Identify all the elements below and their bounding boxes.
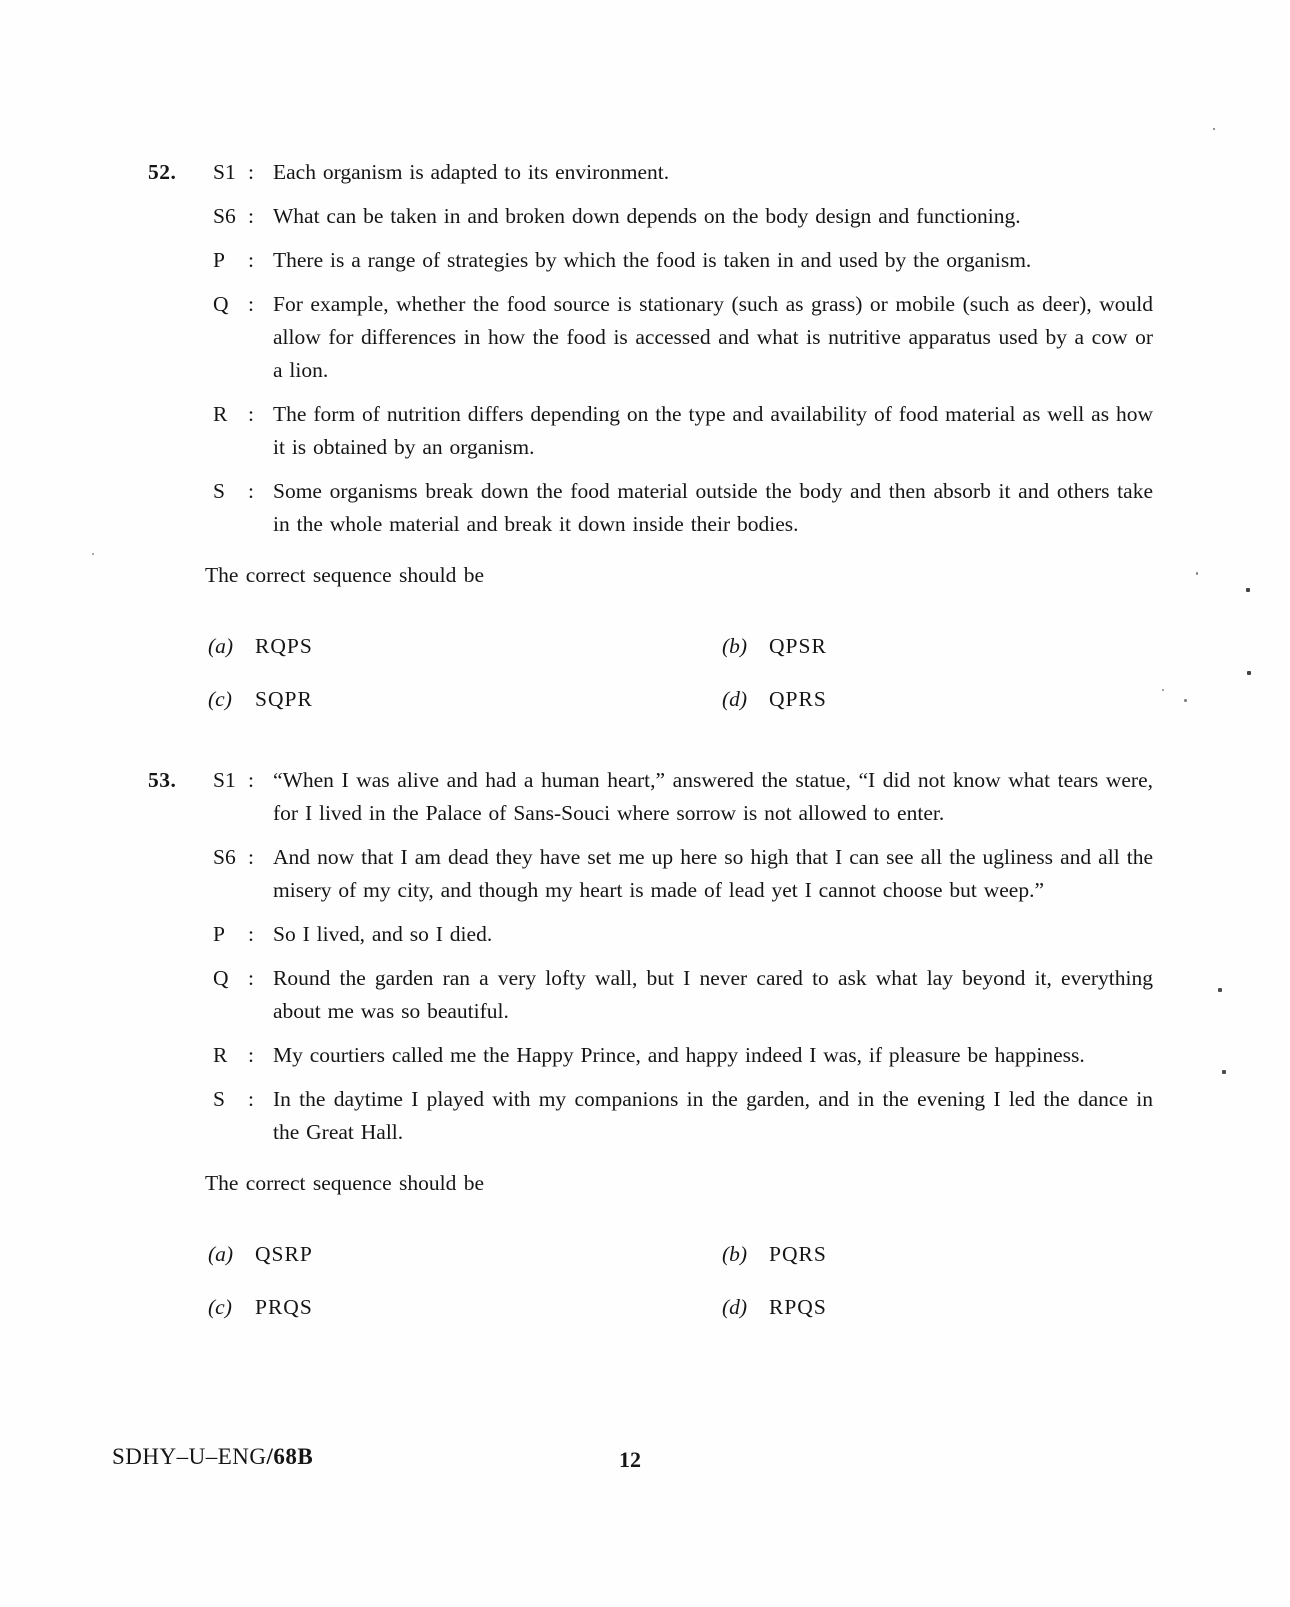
scan-speck (1218, 988, 1222, 992)
sequence-prompt: The correct sequence should be (205, 1171, 485, 1195)
statement-text: What can be taken in and broken down depends on the body design and functioning. (273, 204, 1021, 228)
statement-colon: : (248, 922, 254, 946)
option-c (208, 1291, 722, 1324)
option-b (722, 630, 827, 663)
option-letter: (d) (722, 1295, 748, 1319)
statement-text: And now that I am dead they have set me up here so high that I can see all the ugliness and all the misery of my city, and though my heart is made of lead yet I cannot choose but weep.” (273, 845, 1153, 902)
options-row-2 (208, 1291, 1290, 1324)
option-text: RPQS (769, 1295, 827, 1319)
statement-row-s6 (213, 200, 1153, 233)
option-text: QPRS (769, 687, 827, 711)
scan-speck (92, 553, 94, 555)
statement-colon: : (248, 292, 254, 316)
option-letter: (b) (722, 634, 748, 658)
statement-label: S1 (213, 768, 236, 792)
option-letter: (a) (208, 634, 234, 658)
scan-speck (1213, 128, 1215, 130)
statement-row-p (213, 244, 1153, 277)
statement-colon: : (248, 1043, 254, 1067)
option-text: PRQS (255, 1295, 313, 1319)
option-a (208, 630, 722, 663)
statement-text: The form of nutrition differs depending on the type and availability of food material as well as how it is obtained by an organism. (273, 402, 1153, 459)
statement-colon: : (248, 204, 254, 228)
question-body (213, 156, 1153, 541)
statement-row-r (213, 1039, 1153, 1072)
statement-row-s6 (213, 841, 1153, 907)
statement-row-q (213, 288, 1153, 387)
question-53 (0, 764, 1290, 1324)
question-number: 53. (148, 768, 177, 792)
statement-text: In the daytime I played with my companions in the garden, and in the evening I led the dance in the Great Hall. (273, 1087, 1153, 1144)
scan-speck (1247, 671, 1251, 675)
statement-text: My courtiers called me the Happy Prince, and happy indeed I was, if pleasure be happiness. (273, 1043, 1085, 1067)
statement-colon: : (248, 402, 254, 426)
statement-row-q (213, 962, 1153, 1028)
statement-colon: : (248, 248, 254, 272)
option-letter: (c) (208, 1295, 232, 1319)
statement-label: Q (213, 292, 229, 316)
options-row-1 (208, 630, 1290, 663)
options-row-2 (208, 683, 1290, 716)
statement-text: Each organism is adapted to its environment. (273, 160, 670, 184)
statement-text: “When I was alive and had a human heart,” answered the statue, “I did not know what tears were, for I lived in the Palace of Sans-Souci where sorrow is not allowed to enter. (273, 768, 1153, 825)
statement-row-s1 (213, 156, 1153, 189)
statement-text: So I lived, and so I died. (273, 922, 493, 946)
scan-speck (1184, 699, 1187, 702)
options-52 (208, 630, 1290, 716)
scan-speck (1162, 689, 1164, 691)
statement-row-s (213, 475, 1153, 541)
sequence-prompt: The correct sequence should be (205, 563, 485, 587)
statement-label: Q (213, 966, 229, 990)
option-letter: (a) (208, 1242, 234, 1266)
statement-row-r (213, 398, 1153, 464)
option-d (722, 1291, 827, 1324)
scan-speck (1246, 588, 1250, 592)
option-b (722, 1238, 827, 1271)
option-letter: (c) (208, 687, 232, 711)
option-c (208, 683, 722, 716)
option-letter: (d) (722, 687, 748, 711)
option-d (722, 683, 827, 716)
question-number: 52. (148, 160, 177, 184)
footer-page-number: 12 (619, 1447, 641, 1472)
statement-row-p (213, 918, 1153, 951)
option-letter: (b) (722, 1242, 748, 1266)
options-row-1 (208, 1238, 1290, 1271)
statement-label: R (213, 402, 228, 426)
statement-text: For example, whether the food source is stationary (such as grass) or mobile (such as deer), would allow for differences in how the food is accessed and what is nutritive apparatus used by a cow or a lion. (273, 292, 1153, 382)
statement-colon: : (248, 768, 254, 792)
statement-colon: : (248, 160, 254, 184)
statement-label: P (213, 248, 225, 272)
option-a (208, 1238, 722, 1271)
option-text: QPSR (769, 634, 827, 658)
statement-colon: : (248, 845, 254, 869)
statement-colon: : (248, 966, 254, 990)
statement-row-s (213, 1083, 1153, 1149)
scan-speck (1196, 572, 1198, 575)
statement-label: R (213, 1043, 228, 1067)
option-text: PQRS (769, 1242, 827, 1266)
statement-text: Some organisms break down the food material outside the body and then absorb it and others take in the whole material and break it down inside their bodies. (273, 479, 1153, 536)
question-body (213, 764, 1153, 1149)
option-text: SQPR (255, 687, 313, 711)
booklet-code-bold: /68B (266, 1444, 314, 1469)
statement-row-s1 (213, 764, 1153, 830)
statement-text: Round the garden ran a very lofty wall, but I never cared to ask what lay beyond it, everything about me was so beautiful. (273, 966, 1153, 1023)
statement-label: S6 (213, 845, 236, 869)
options-53 (208, 1238, 1290, 1324)
statement-text: There is a range of strategies by which the food is taken in and used by the organism. (273, 248, 1032, 272)
statement-colon: : (248, 1087, 254, 1111)
statement-label: S6 (213, 204, 236, 228)
question-52 (0, 156, 1290, 716)
statement-label: S1 (213, 160, 236, 184)
statement-colon: : (248, 479, 254, 503)
option-text: RQPS (255, 634, 313, 658)
option-text: QSRP (255, 1242, 313, 1266)
statement-label: P (213, 922, 225, 946)
statement-label: S (213, 1087, 225, 1111)
page-content (0, 156, 1290, 1344)
scan-speck (1222, 1070, 1226, 1074)
booklet-code-regular: SDHY–U–ENG (112, 1444, 267, 1469)
statement-label: S (213, 479, 225, 503)
